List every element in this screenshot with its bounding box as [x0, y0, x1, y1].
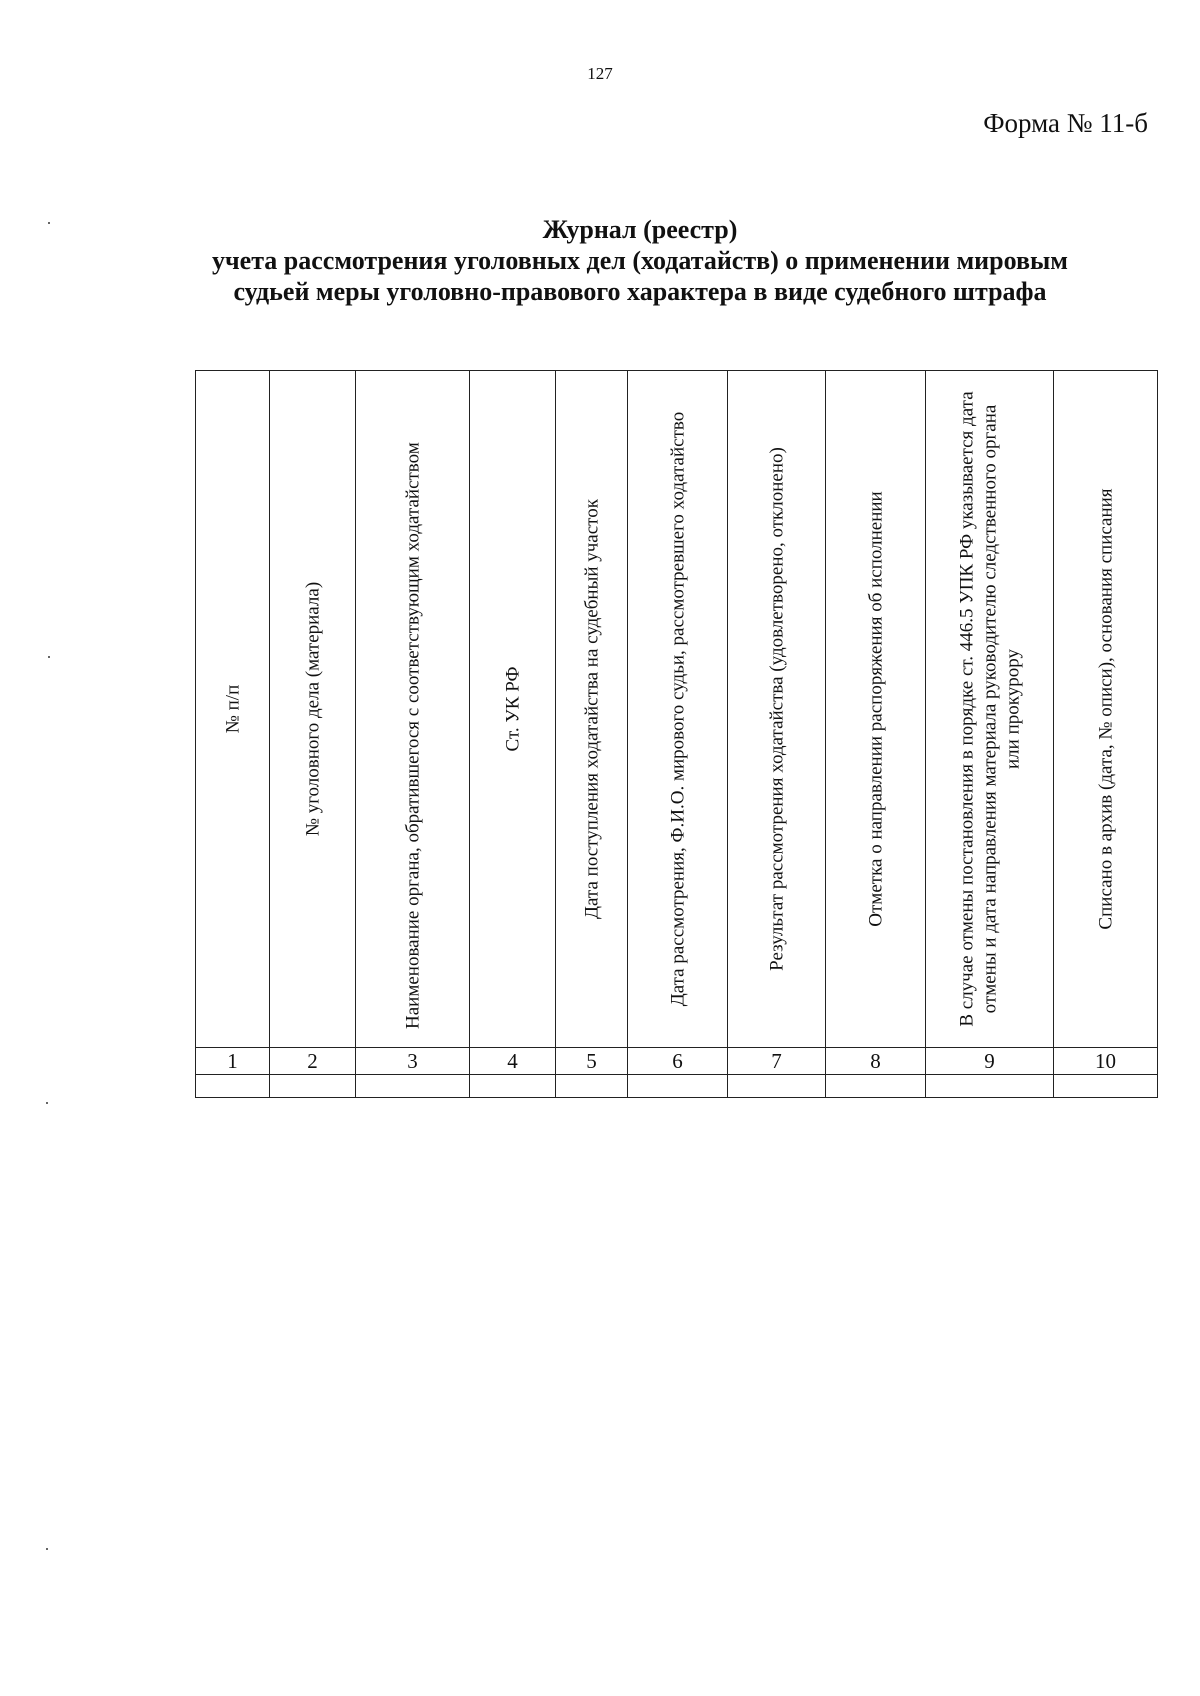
table-header-row [196, 371, 1158, 1048]
header-label: № уголовного дела (материала) [302, 581, 323, 837]
table-cell[interactable] [1054, 1075, 1158, 1098]
column-number: 10 [1054, 1048, 1158, 1075]
header-cell [728, 371, 826, 1048]
header-label: Ст. УК РФ [502, 666, 523, 752]
header-cell [556, 371, 628, 1048]
column-number: 8 [826, 1048, 926, 1075]
column-number: 3 [356, 1048, 470, 1075]
journal-table [195, 370, 1158, 1098]
header-label: Отметка о направлении распоряжения об исполнении [865, 491, 886, 927]
header-label: № п/п [222, 684, 243, 734]
table-cell[interactable] [926, 1075, 1054, 1098]
column-number: 5 [556, 1048, 628, 1075]
table-cell[interactable] [196, 1075, 270, 1098]
header-cell [926, 371, 1054, 1048]
header-label: Дата поступления ходатайства на судебный участок [581, 499, 602, 919]
table-row [196, 1075, 1158, 1098]
column-number: 7 [728, 1048, 826, 1075]
table-cell[interactable] [628, 1075, 728, 1098]
column-number: 6 [628, 1048, 728, 1075]
document-title [150, 214, 1130, 307]
table-cell[interactable] [728, 1075, 826, 1098]
header-cell [826, 371, 926, 1048]
table-cell[interactable] [826, 1075, 926, 1098]
form-number: Форма № 11-б [983, 108, 1148, 138]
header-label: Списано в архив (дата, № описи), основания списания [1095, 488, 1116, 930]
table-cell[interactable] [356, 1075, 470, 1098]
table-cell[interactable] [556, 1075, 628, 1098]
column-number: 1 [196, 1048, 270, 1075]
column-number: 4 [470, 1048, 556, 1075]
column-number: 2 [270, 1048, 356, 1075]
header-label: Дата рассмотрения, Ф.И.О. мирового судьи, рассмотревшего ходатайство [667, 411, 688, 1007]
header-cell [196, 371, 270, 1048]
scan-speck [46, 1548, 48, 1550]
title-line-1: Журнал (реестр) [542, 215, 738, 244]
header-cell [356, 371, 470, 1048]
scan-speck [48, 222, 50, 224]
table-cell[interactable] [470, 1075, 556, 1098]
header-label: В случае отмены постановления в порядке ст. 446.5 УПК РФ указывается дата отмены и дата направления материала руководителю следственного органа или прокурору [956, 391, 1023, 1027]
title-line-2: учета рассмотрения уголовных дел (ходатайств) о применении мировым [212, 246, 1068, 275]
title-line-3: судьей меры уголовно-правового характера в виде судебного штрафа [233, 277, 1047, 306]
table-cell[interactable] [270, 1075, 356, 1098]
header-label: Наименование органа, обратившегося с соответствующим ходатайством [402, 442, 423, 1029]
header-cell [270, 371, 356, 1048]
header-cell [470, 371, 556, 1048]
header-cell [628, 371, 728, 1048]
scan-speck [46, 1102, 48, 1104]
header-cell [1054, 371, 1158, 1048]
scan-speck [48, 656, 50, 658]
header-label: Результат рассмотрения ходатайства (удовлетворено, отклонено) [766, 447, 787, 971]
column-number: 9 [926, 1048, 1054, 1075]
column-number-row [196, 1048, 1158, 1075]
page-number: 127 [587, 64, 613, 83]
